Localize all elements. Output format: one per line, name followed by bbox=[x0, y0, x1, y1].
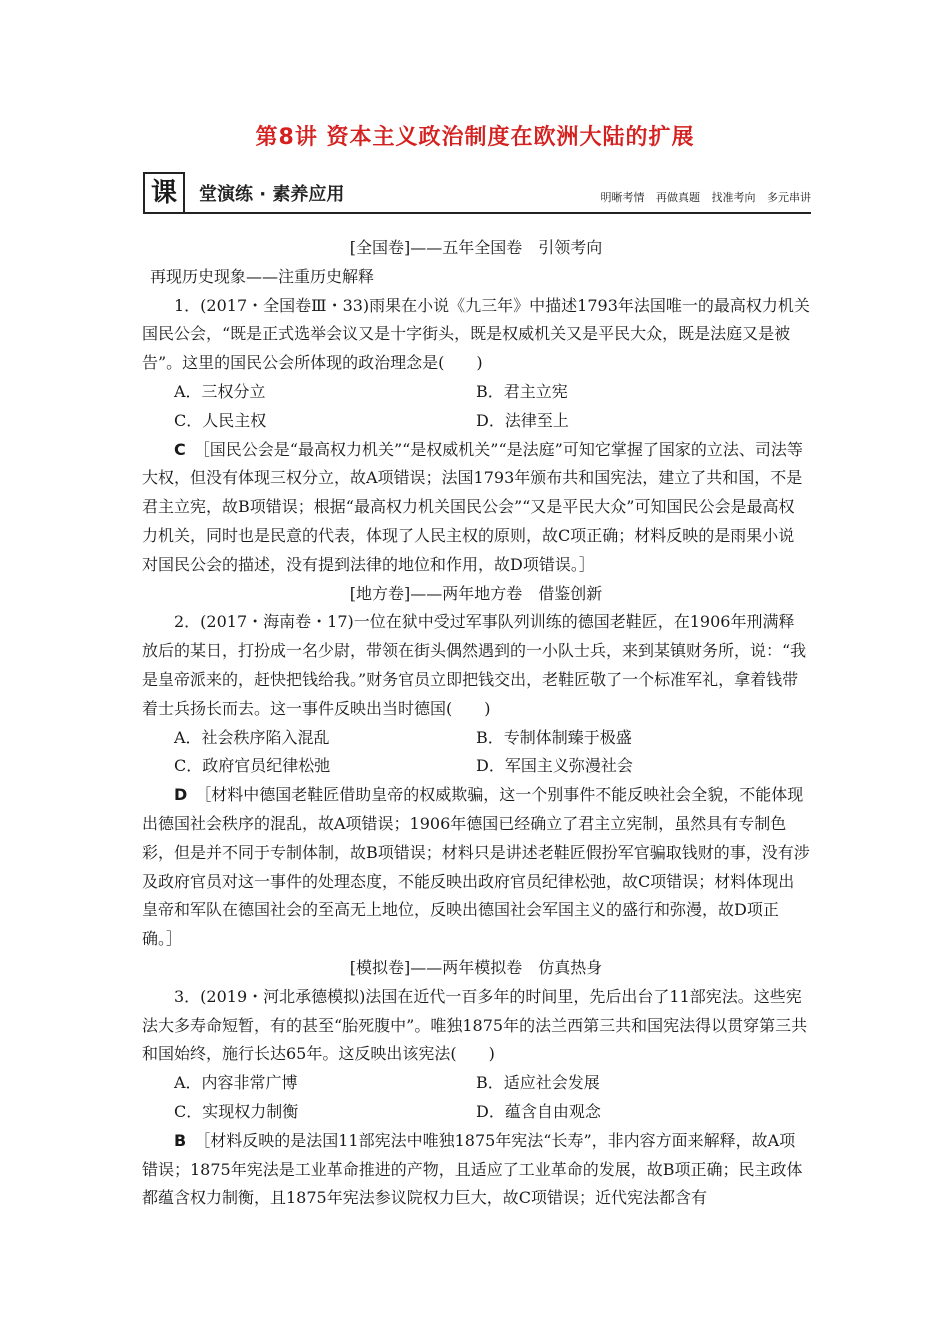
explanation-text: ［国民公会是“最高权力机关”“是权威机关”“是法庭”可知它掌握了国家的立法、司法等大权，但没有体现三权分立，故A项错误；法国1793年颁布共和国宪法，建立了共和国，不是君主立宪，故B项错误；根据“最高权力机关国民公会”“又是平民大众”可知国民公会是最高权力机关，同时也是民意的代表，体现了人民主权的原则，故C项正确；材料反映的是雨果小说对国民公会的描述，没有提到法律的地位和作用，故D项错误。］ bbox=[142, 439, 803, 574]
option-d: D．蕴含自由观念 bbox=[476, 1101, 601, 1121]
option-row bbox=[142, 1069, 810, 1098]
answer-explanation bbox=[142, 436, 810, 580]
option-c: C．政府官员纪律松弛 bbox=[174, 756, 331, 776]
banner-label: 堂演练 · 素养应用 bbox=[199, 184, 345, 205]
answer-explanation bbox=[142, 781, 810, 954]
option-b: B．专制体制臻于极盛 bbox=[476, 727, 632, 747]
explanation-text: ［材料中德国老鞋匠借助皇帝的权威欺骗，这一个别事件不能反映社会全貌，不能体现出德国社会秩序的混乱，故A项错误；1906年德国已经确立了君主立宪制，虽然具有专制色彩，但是并不同于专制体制，故B项错误；材料只是讲述老鞋匠假扮军官骗取钱财的事，没有涉及政府官员对这一事件的处理态度，不能反映出政府官员纪律松弛，故C项错误；材料体现出皇帝和军队在德国社会的至高无上地位，反映出德国社会军国主义的盛行和弥漫，故D项正确。］ bbox=[142, 785, 810, 949]
question-stem: 3．(2019・河北承德模拟)法国在近代一百多年的时间里，先后出台了11部宪法。这些宪法大多寿命短暂，有的甚至“胎死腹中”。唯独1875年的法兰西第三共和国宪法得以贯穿第三共和国始终，施行长达65年。这反映出该宪法( ) bbox=[142, 986, 808, 1064]
answer-letter: D bbox=[174, 785, 188, 805]
answer-letter: C bbox=[174, 439, 186, 459]
option-a: A．三权分立 bbox=[174, 381, 266, 401]
option-b: B．君主立宪 bbox=[476, 381, 568, 401]
explanation-text: ［材料反映的是法国11部宪法中唯独1875年宪法“长寿”，非内容方面来解释，故A项错误；1875年宪法是工业革命推进的产物，且适应了工业革命的发展，故B项正确；民主政体都蕴含权力制衡，且1875年宪法参议院权力巨大，故C项错误；近代宪法都含有 bbox=[142, 1130, 803, 1208]
document-body bbox=[142, 234, 810, 1213]
banner-rule bbox=[183, 212, 811, 214]
section-heading: [地方卷]——两年地方卷 借鉴创新 bbox=[349, 583, 603, 603]
option-a: A．社会秩序陷入混乱 bbox=[174, 727, 330, 747]
section-heading: [全国卷]——五年全国卷 引领考向 bbox=[349, 238, 603, 257]
page-title: 第8讲 资本主义政治制度在欧洲大陆的扩展 bbox=[255, 125, 695, 150]
banner-tags: 明晰考情 再做真题 找准考向 多元串讲 bbox=[600, 191, 811, 204]
option-row bbox=[142, 752, 810, 781]
section-heading: [模拟卷]——两年模拟卷 仿真热身 bbox=[349, 957, 603, 977]
question-stem: 2．(2017・海南卷・17)一位在狱中受过军事队列训练的德国老鞋匠，在1906年刑满释放后的某日，打扮成一名少尉，带领在街头偶然遇到的一小队士兵，来到某镇财务所，说：“我是皇帝派来的，赶快把钱给我。”财务官员立即把钱交出，老鞋匠敬了一个标准军礼，拿着钱带着士兵扬长而去。这一事件反映出当时德国( ) bbox=[142, 612, 807, 718]
option-d: D．法律至上 bbox=[476, 410, 569, 430]
option-d: D．军国主义弥漫社会 bbox=[476, 756, 633, 776]
answer-letter: B bbox=[174, 1130, 187, 1150]
question-stem: 1．(2017・全国卷Ⅲ・33)雨果在小说《九三年》中描述1793年法国唯一的最高权力机关国民公会，“既是正式选举会议又是十字街头，既是权威机关又是平民大众，既是法庭又是被告”。这里的国民公会所体现的政治理念是( ) bbox=[142, 295, 810, 373]
section-banner bbox=[143, 172, 811, 214]
option-b: B．适应社会发展 bbox=[476, 1073, 600, 1093]
option-row bbox=[142, 407, 810, 436]
option-row bbox=[142, 378, 810, 407]
option-c: C．实现权力制衡 bbox=[174, 1101, 299, 1121]
section-subheading: 再现历史现象——注重历史解释 bbox=[150, 266, 375, 286]
banner-char-box: 课 bbox=[143, 172, 185, 214]
answer-explanation bbox=[142, 1127, 810, 1213]
option-row bbox=[142, 724, 810, 753]
option-a: A．内容非常广博 bbox=[174, 1073, 298, 1093]
option-c: C．人民主权 bbox=[174, 410, 267, 430]
option-row bbox=[142, 1098, 810, 1127]
